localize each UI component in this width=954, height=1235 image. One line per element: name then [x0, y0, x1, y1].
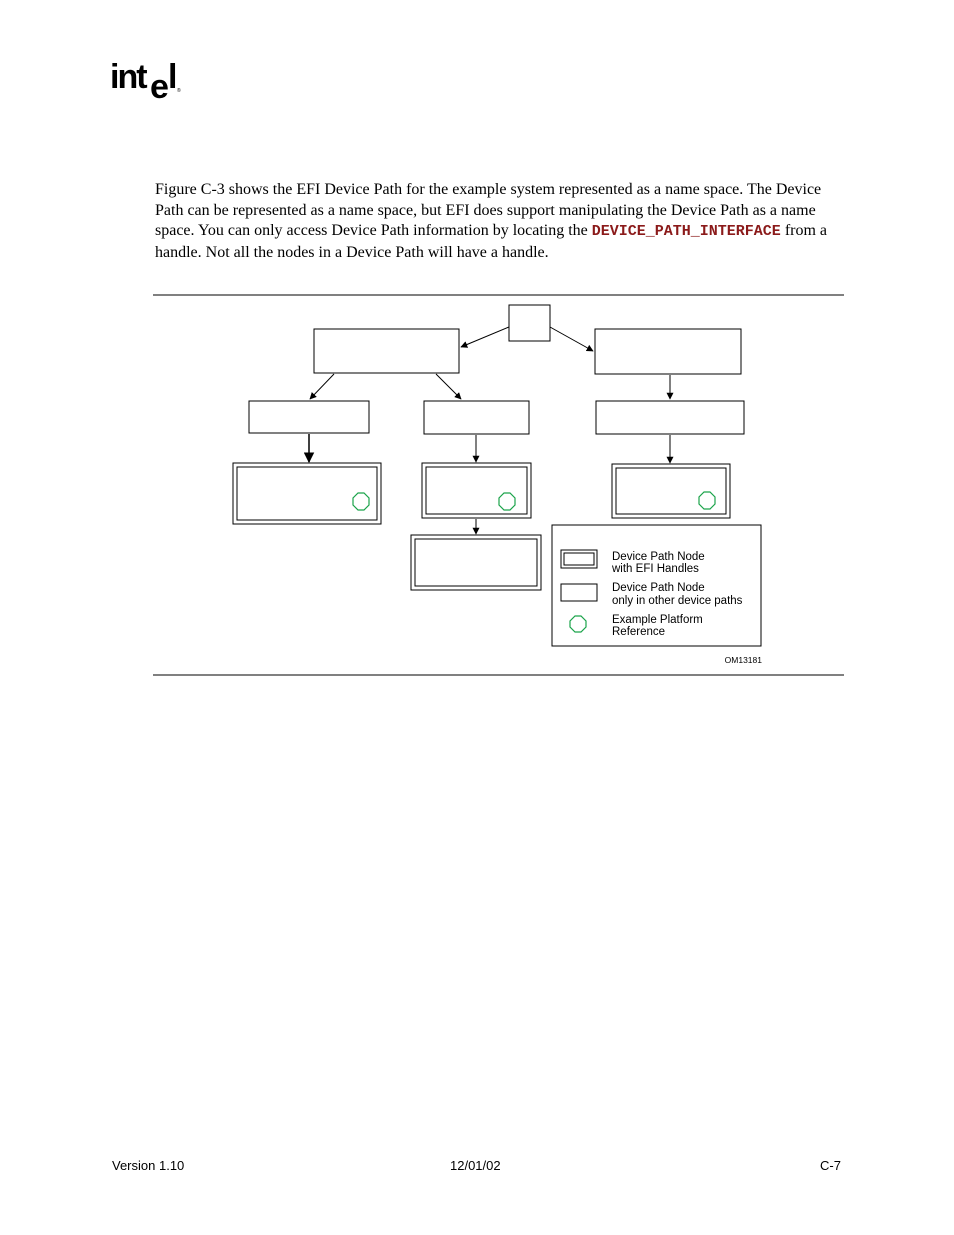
device-path-interface-code: DEVICE_PATH_INTERFACE [591, 223, 781, 240]
legend-handle-node-swatch [561, 550, 597, 568]
figure-id-label: OM13181 [724, 655, 762, 665]
footer-date: 12/01/02 [450, 1158, 501, 1173]
node-level1-right [595, 329, 741, 374]
node-level2-c [596, 401, 744, 434]
svg-text:e: e [150, 68, 167, 102]
figure-legend [552, 525, 761, 646]
paragraph-text-start: Figure C-3 shows the EFI Device Path for the example system represented as a name space. The Device Path can be represented as a name space, but EFI does support manipulating the Device Path as a name space. You can only access Device Path information by locating the [155, 181, 822, 239]
legend-reference-line1: Example Platform [612, 614, 703, 626]
node-level2-a [249, 401, 369, 433]
footer-page-number: C-7 [820, 1158, 841, 1173]
svg-text:®: ® [177, 88, 181, 94]
legend-reference-line2: Reference [612, 626, 666, 638]
svg-text:l: l [168, 58, 178, 96]
arrow-left-to-b [436, 374, 461, 399]
legend-plain-node-line2: only in other device paths [612, 595, 743, 607]
svg-text:int: int [110, 58, 146, 96]
arrow-left-to-a [310, 374, 334, 399]
node-level2-b [424, 401, 529, 434]
arrow-root-to-right [550, 327, 593, 351]
node-level1-left [314, 329, 459, 373]
handle-node-b [422, 463, 531, 518]
legend-plain-node-line1: Device Path Node [612, 582, 705, 594]
root-node [509, 305, 550, 341]
legend-handle-node-line1: Device Path Node [612, 551, 705, 563]
paragraph-text-end: from a handle. Not all the nodes in a Device Path will have a handle. [155, 222, 828, 261]
handle-node-c [612, 464, 730, 518]
handle-node-d [411, 535, 541, 590]
legend-handle-node-line2: with EFI Handles [612, 563, 699, 575]
legend-plain-node-swatch [561, 584, 597, 601]
arrow-root-to-left [461, 327, 509, 347]
footer-version: Version 1.10 [112, 1158, 185, 1173]
